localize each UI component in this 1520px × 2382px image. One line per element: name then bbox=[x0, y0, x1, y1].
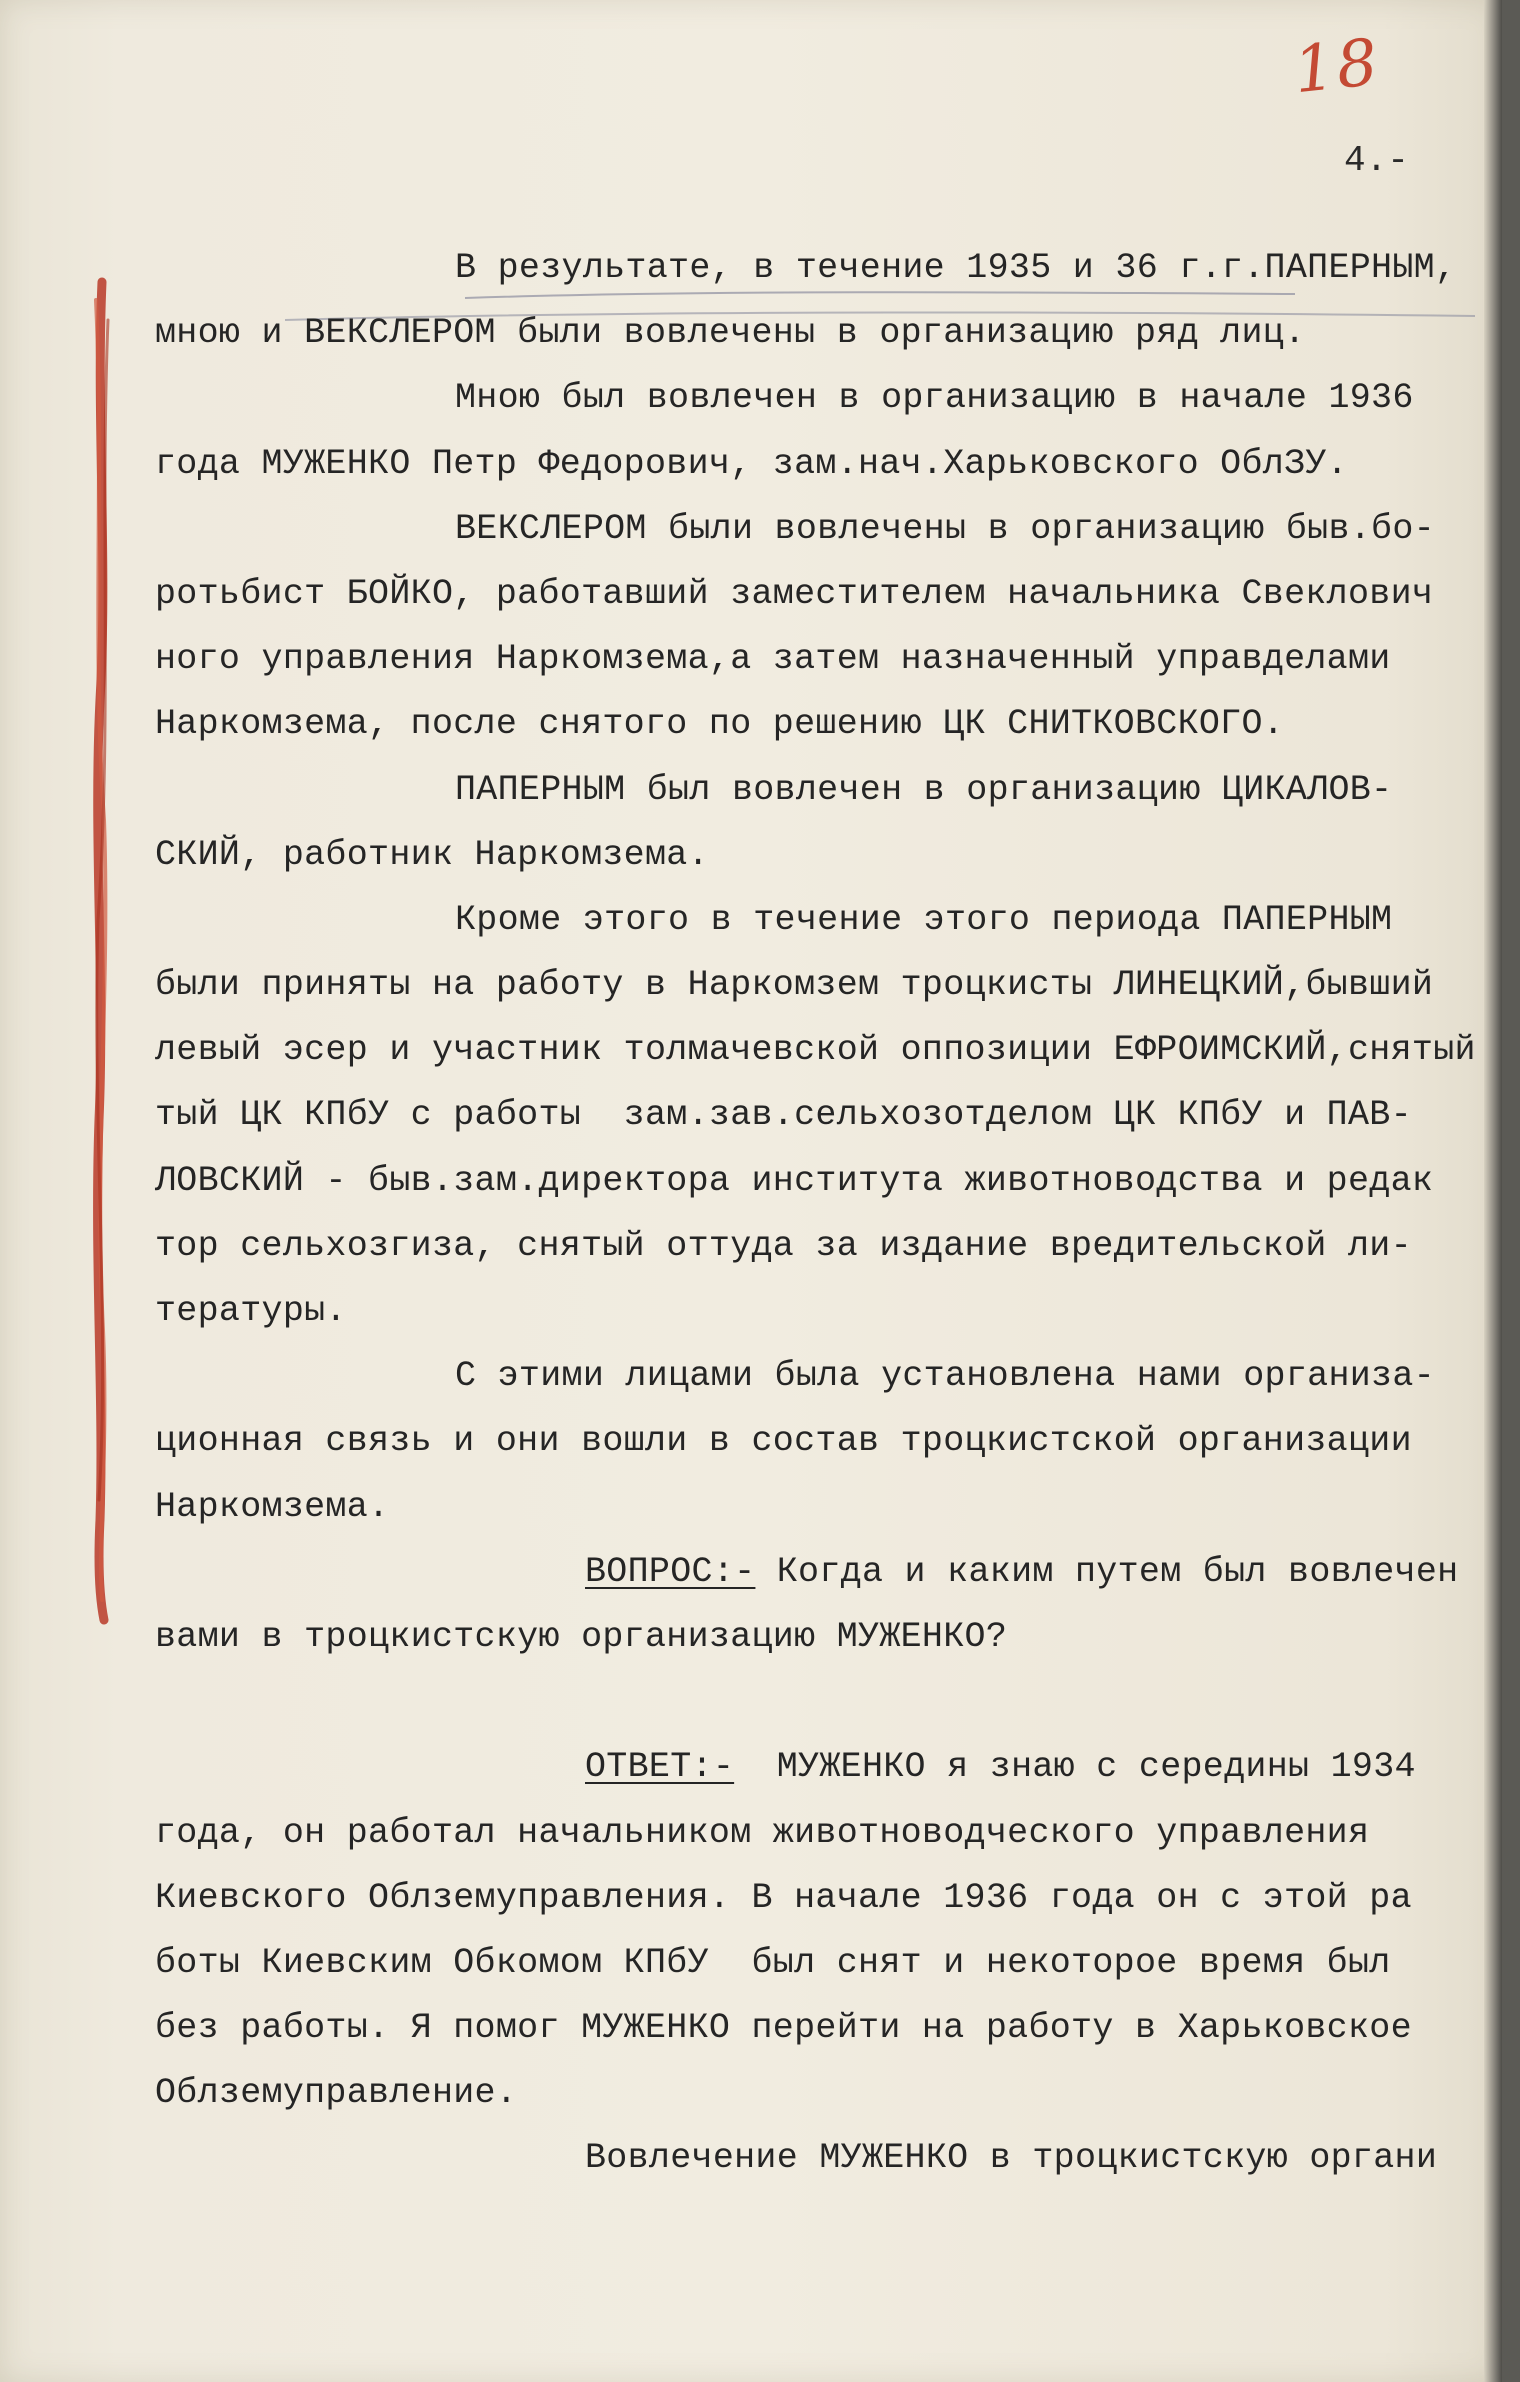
text-line bbox=[155, 1996, 1485, 2061]
dialogue-label: ОТВЕТ:- bbox=[585, 1747, 735, 1788]
line-text: Наркомзема, после снятого по решению ЦК СНИТКОВСКОГО. bbox=[155, 704, 1285, 745]
line-text: Вовлечение МУЖЕНКО в троцкистскую органи bbox=[585, 2138, 1438, 2179]
text-line bbox=[155, 1605, 1485, 1670]
folio-number: 18 bbox=[1290, 25, 1384, 109]
text-line bbox=[155, 1279, 1485, 1344]
text-line bbox=[155, 888, 1485, 953]
red-margin-mark bbox=[0, 0, 160, 2382]
line-text: В результате, в течение 1935 и 36 г.г.ПАПЕРНЫМ, bbox=[455, 248, 1457, 288]
text-line bbox=[155, 1149, 1485, 1214]
line-text: ного управления Наркомзема,а затем назначенный управделами bbox=[155, 639, 1391, 680]
text-line bbox=[155, 301, 1485, 366]
line-text: ротьбист БОЙКО, работавший заместителем начальника Свеклович bbox=[155, 573, 1434, 614]
line-text: тературы. bbox=[155, 1291, 347, 1331]
text-line bbox=[155, 1214, 1485, 1279]
line-text: ционная связь и они вошли в состав троцкистской организации bbox=[155, 1421, 1412, 1462]
text-line bbox=[155, 823, 1485, 888]
line-text: тор сельхозгиза, снятый оттуда за издание вредительской ли- bbox=[155, 1225, 1412, 1266]
line-text: ВЕКСЛЕРОМ были вовлечены в организацию быв.бо- bbox=[455, 508, 1435, 549]
line-text: боты Киевским Обкомом КПбУ был снят и некоторое время был bbox=[155, 1942, 1391, 1983]
text-line bbox=[155, 1670, 1485, 1735]
text-line bbox=[155, 2126, 1485, 2191]
dialogue-label: ВОПРОС:- bbox=[585, 1551, 756, 1592]
text-line bbox=[155, 1735, 1485, 1800]
text-line bbox=[155, 953, 1485, 1018]
page-number: 4.- bbox=[1344, 140, 1409, 181]
line-text: Кроме этого в течение этого периода ПАПЕРНЫМ bbox=[455, 899, 1393, 940]
line-text: С этими лицами была установлена нами организа- bbox=[455, 1356, 1435, 1397]
text-line bbox=[155, 562, 1485, 627]
text-line bbox=[155, 627, 1485, 692]
line-text: без работы. Я помог МУЖЕНКО перейти на работу в Харьковское bbox=[155, 2008, 1412, 2049]
line-text: мною и ВЕКСЛЕРОМ были вовлечены в организацию ряд лиц. bbox=[155, 313, 1306, 354]
text-line bbox=[155, 1409, 1485, 1474]
text-line bbox=[155, 366, 1485, 431]
line-text: года МУЖЕНКО Петр Федорович, зам.нач.Харьковского ОблЗУ. bbox=[155, 443, 1348, 484]
line-text: Наркомзема. bbox=[155, 1486, 390, 1527]
text-line bbox=[155, 1018, 1485, 1083]
text-line bbox=[155, 758, 1485, 823]
line-text: года, он работал начальником животноводческого управления bbox=[155, 1812, 1370, 1853]
line-text: левый эсер и участник толмачевской оппозиции ЕФРОИМСКИЙ,снятый bbox=[155, 1030, 1476, 1071]
line-text: Когда и каким путем был вовлечен bbox=[755, 1551, 1459, 1592]
line-text: Киевского Облземуправления. В начале 1936 года он с этой ра bbox=[155, 1877, 1412, 1918]
line-text: МУЖЕНКО я знаю с середины 1934 bbox=[734, 1747, 1416, 1788]
text-line bbox=[155, 1540, 1485, 1605]
text-line bbox=[155, 692, 1485, 757]
line-text: ЛОВСКИЙ - быв.зам.директора института животноводства и редак bbox=[155, 1160, 1434, 1201]
text-line bbox=[155, 1866, 1485, 1931]
typed-text-block bbox=[155, 236, 1485, 2192]
page-edge-shadow bbox=[1484, 0, 1502, 2382]
line-text: ПАПЕРНЫМ был вовлечен в организацию ЦИКАЛОВ- bbox=[455, 769, 1393, 810]
text-line bbox=[155, 1475, 1485, 1540]
text-line bbox=[155, 2061, 1485, 2126]
text-line bbox=[155, 236, 1485, 301]
line-text: Облземуправление. bbox=[155, 2073, 518, 2114]
line-text: Мною был вовлечен в организацию в начале 1936 bbox=[455, 378, 1414, 419]
text-line bbox=[155, 1083, 1485, 1148]
line-text: СКИЙ, работник Наркомзема. bbox=[155, 834, 709, 875]
text-line bbox=[155, 1931, 1485, 1996]
line-text: были приняты на работу в Наркомзем троцкисты ЛИНЕЦКИЙ,бывший bbox=[155, 965, 1434, 1006]
text-line bbox=[155, 1344, 1485, 1409]
text-line bbox=[155, 497, 1485, 562]
text-line bbox=[155, 1801, 1485, 1866]
line-text: тый ЦК КПбУ с работы зам.зав.сельхозотделом ЦК КПбУ и ПАВ- bbox=[155, 1095, 1412, 1136]
line-text: вами в троцкистскую организацию МУЖЕНКО? bbox=[155, 1616, 1008, 1657]
text-line bbox=[155, 432, 1485, 497]
